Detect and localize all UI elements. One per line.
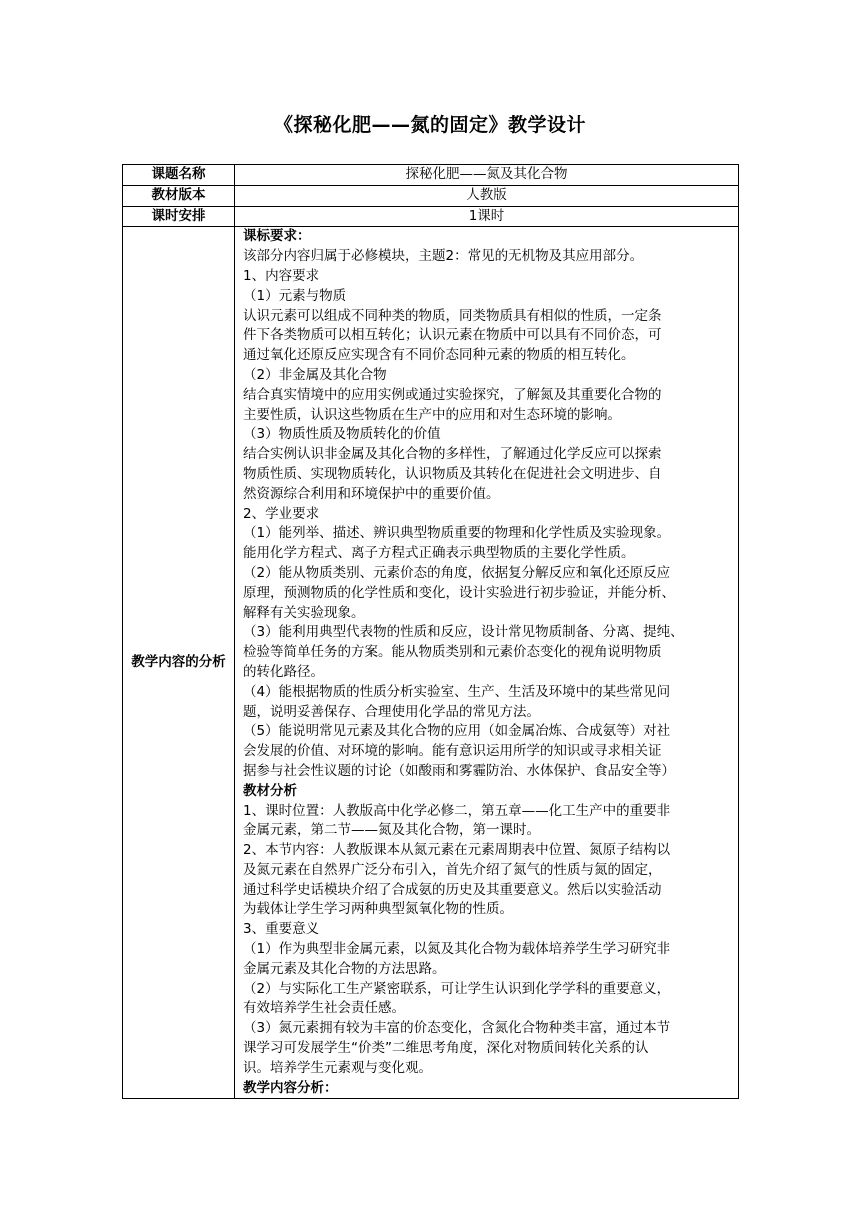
content-line: 主要性质，认识这些物质在生产中的应用和对生态环境的影响。 [243,406,621,423]
content-line: 据参与社会性议题的讨论（如酸雨和雾霾防治、水体保护、食品安全等） [243,762,675,779]
section-heading: 课标要求： [243,228,311,245]
content-line: 结合实例认识非金属及其化合物的多样性，了解通过化学反应可以探索 [243,446,662,463]
schedule-label: 课时安排 [123,206,235,227]
analysis-content [235,227,739,1099]
table-row-edition [123,185,739,206]
section-heading: 教材分析 [243,782,297,799]
content-line: 题，说明妥善保存、合理使用化学品的常见方法。 [243,703,540,720]
content-line: 件下各类物质可以相互转化；认识元素在物质中可以具有不同价态，可 [243,327,662,344]
content-line: 物质性质、实现物质转化，认识物质及其转化在促进社会文明进步、自 [243,465,662,482]
content-line: 金属元素，第二节——氮及其化合物，第一课时。 [243,822,540,839]
content-line: 会发展的价值、对环境的影响。能有意识运用所学的知识或寻求相关证 [243,743,662,760]
section-heading: 教学内容分析： [243,1079,338,1096]
table-row-schedule [123,206,739,227]
content-line: （2）非金属及其化合物 [243,366,387,383]
content-line: （1）作为典型非金属元素，以氮及其化合物为载体培养学生学习研究非 [243,941,671,958]
content-line: 通过氧化还原反应实现含有不同价态同种元素的物质的相互转化。 [243,347,635,364]
content-line: 的转化路径。 [243,663,324,680]
content-line: 有效培养学生社会责任感。 [243,1000,405,1017]
content-line: 检验等简单任务的方案。能从物质类别和元素价态变化的视角说明物质 [243,644,662,661]
content-line: （1）元素与物质 [243,287,347,304]
content-line: 课学习可发展学生“价类”二维思考角度，深化对物质间转化关系的认 [243,1040,649,1057]
content-line: （3）能利用典型代表物的性质和反应，设计常见物质制备、分离、提纯、 [243,624,684,641]
content-line: 原理，预测物质的化学性质和变化，设计实验进行初步验证，并能分析、 [243,584,675,601]
content-line: （5）能说明常见元素及其化合物的应用（如金属冶炼、合成氨等）对社 [243,723,671,740]
content-line: 该部分内容归属于必修模块，主题2：常见的无机物及其应用部分。 [243,248,644,265]
table-row-analysis [123,227,739,1099]
content-line: 3、重要意义 [243,921,320,938]
content-line: 及氮元素在自然界广泛分布引入，首先介绍了氮气的性质与氮的固定， [243,861,662,878]
content-line: 结合真实情境中的应用实例或通过实验探究，了解氮及其重要化合物的 [243,386,662,403]
content-line: （1）能列举、描述、辨识典型物质重要的物理和化学性质及实验现象。 [243,525,671,542]
content-line: 为载体让学生学习两种典型氮氧化物的性质。 [243,901,513,918]
content-line: （4）能根据物质的性质分析实验室、生产、生活及环境中的某些常见问 [243,683,671,700]
analysis-label: 教学内容的分析 [123,227,235,1099]
content-line: 通过科学史话模块介绍了合成氨的历史及其重要意义。然后以实验活动 [243,881,662,898]
content-line: 然资源综合利用和环境保护中的重要价值。 [243,485,500,502]
content-line: 1、内容要求 [243,267,320,284]
content-line: 能用化学方程式、离子方程式正确表示典型物质的主要化学性质。 [243,545,635,562]
table-row-topic [123,165,739,186]
content-line: （3）物质性质及物质转化的价值 [243,426,441,443]
content-line: （3）氮元素拥有较为丰富的价态变化，含氮化合物种类丰富，通过本节 [243,1020,671,1037]
content-line: 解释有关实验现象。 [243,604,365,621]
edition-value: 人教版 [235,185,739,206]
schedule-value: 1课时 [235,206,739,227]
lesson-plan-table [122,164,739,1099]
edition-label: 教材版本 [123,185,235,206]
content-line: 2、学业要求 [243,505,320,522]
document-title: 《探秘化肥——氮的固定》教学设计 [273,114,586,136]
content-line: 金属元素及其化合物的方法思路。 [243,960,446,977]
content-line: 2、本节内容：人教版课本从氮元素在元素周期表中位置、氮原子结构以 [243,842,671,859]
content-line: （2）能从物质类别、元素价态的角度，依据复分解反应和氧化还原反应 [243,564,671,581]
content-line: （2）与实际化工生产紧密联系，可让学生认识到化学学科的重要意义， [243,980,671,997]
content-line: 认识元素可以组成不同种类的物质，同类物质具有相似的性质，一定条 [243,307,662,324]
topic-value: 探秘化肥——氮及其化合物 [235,165,739,186]
content-line: 1、课时位置：人教版高中化学必修二，第五章——化工生产中的重要非 [243,802,671,819]
content-line: 识。培养学生元素观与变化观。 [243,1059,432,1076]
topic-label: 课题名称 [123,165,235,186]
